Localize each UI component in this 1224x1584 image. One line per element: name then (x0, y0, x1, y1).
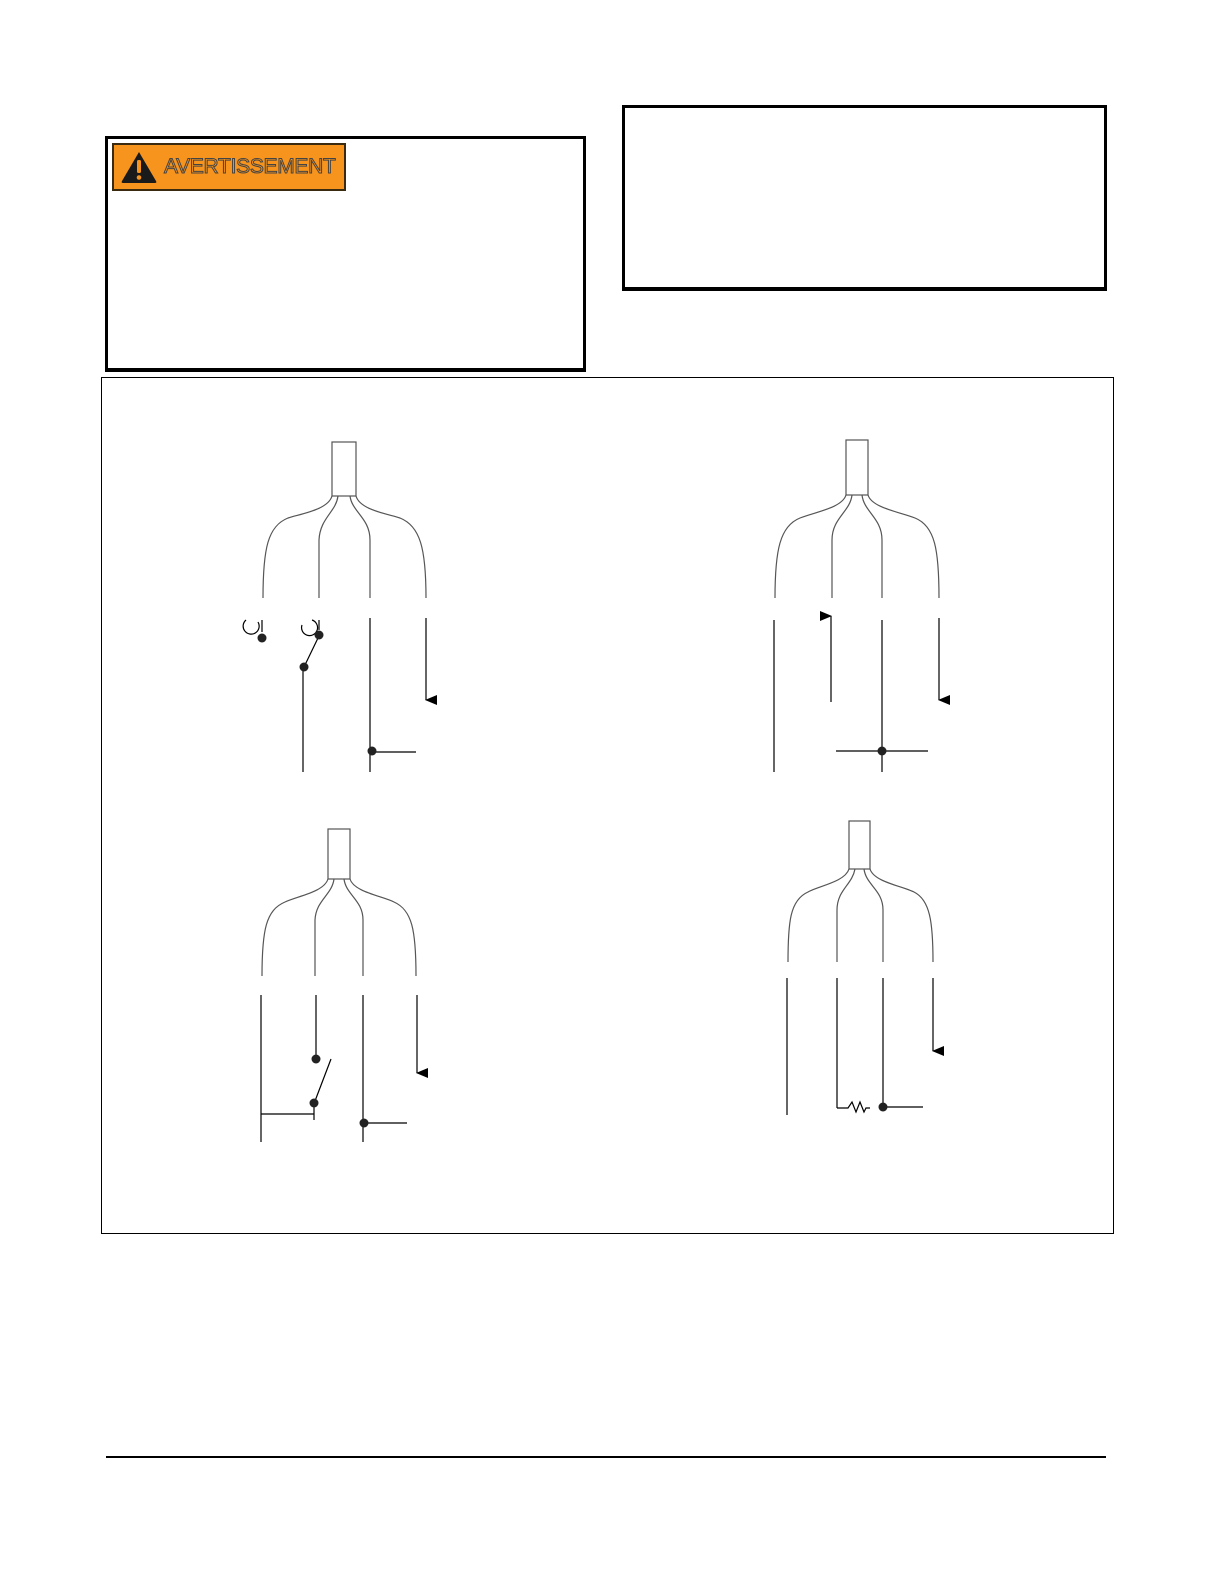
terminal-node (368, 747, 377, 756)
wiring-diagram-1 (243, 442, 426, 772)
terminal-node (360, 1119, 369, 1128)
connector-4 (788, 821, 933, 962)
terminal-node (878, 747, 887, 756)
wiring-diagram-3 (261, 829, 417, 1142)
circuit-3 (261, 995, 417, 1142)
terminal-node (258, 634, 267, 643)
circuit-2 (774, 616, 939, 772)
terminal-node (315, 631, 324, 640)
circuit-1 (243, 618, 426, 772)
rotation-arrow-left-icon (243, 620, 259, 634)
terminal-node (300, 663, 309, 672)
terminal-node (312, 1055, 321, 1064)
warning-badge-label: AVERTISSEMENT (164, 155, 336, 178)
switch-contact (304, 638, 318, 667)
connector-3 (262, 829, 416, 976)
switch-contact (315, 1059, 331, 1101)
resistor-symbol (837, 1102, 870, 1112)
terminal-node (879, 1103, 888, 1112)
connector-1 (263, 442, 426, 598)
terminal-node (310, 1099, 319, 1108)
circuit-4 (787, 978, 933, 1115)
wiring-diagram-4 (787, 821, 933, 1115)
connector-2 (775, 440, 939, 598)
wiring-diagram-2 (774, 440, 939, 772)
footer-rule (106, 1456, 1106, 1458)
